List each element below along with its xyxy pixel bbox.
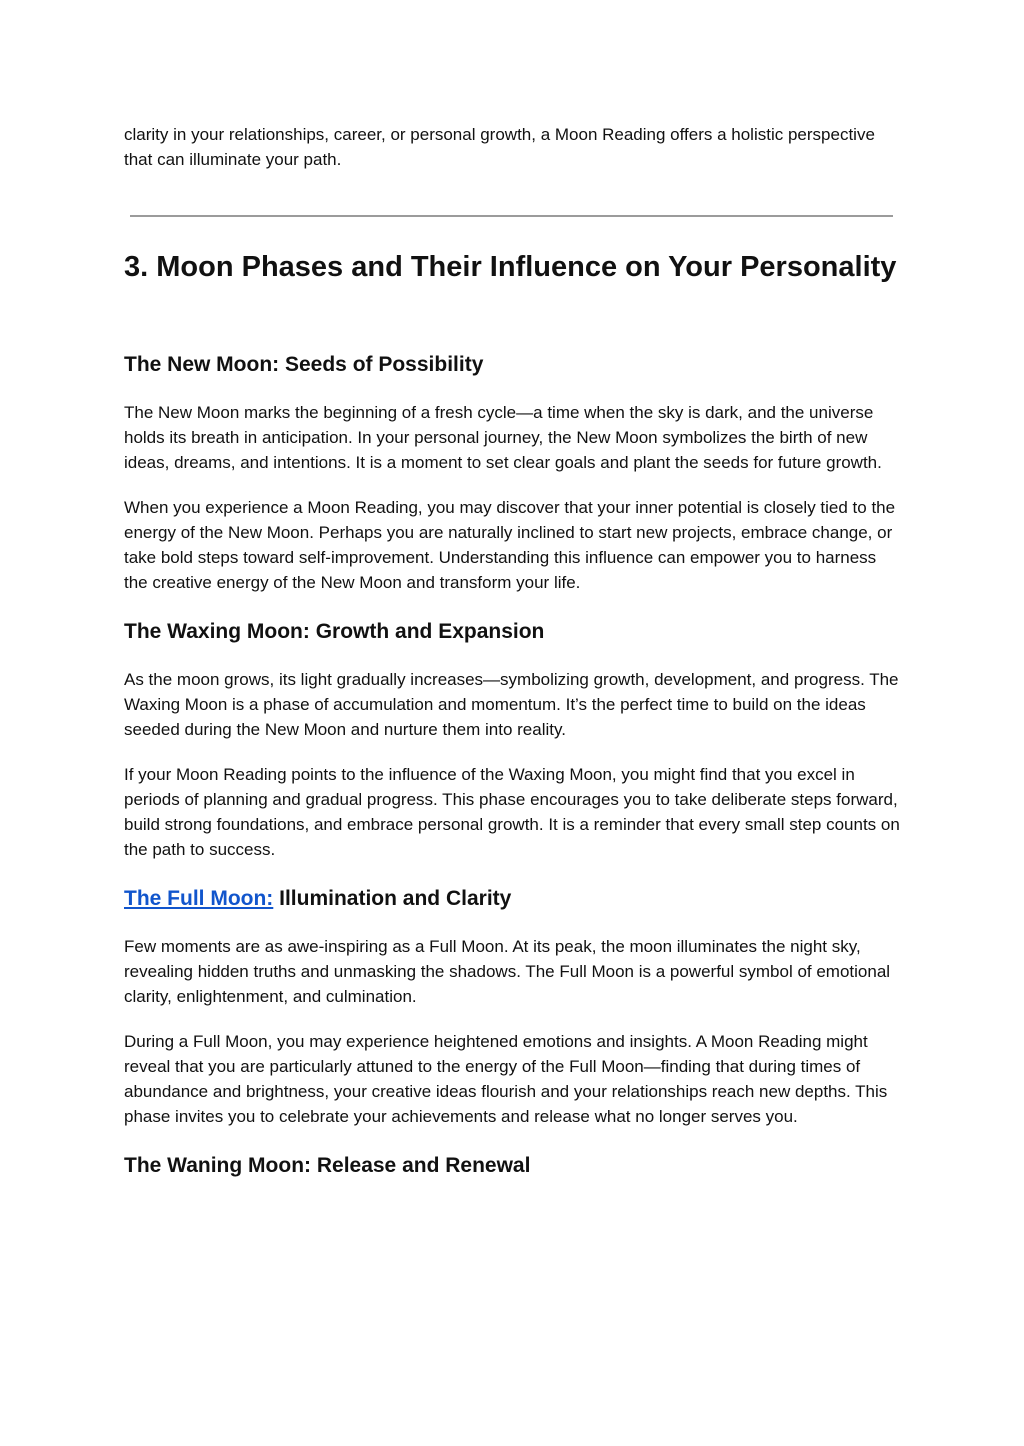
heading-waning-moon: The Waning Moon: Release and Renewal (124, 1154, 531, 1177)
heading-new-moon: The New Moon: Seeds of Possibility (124, 353, 484, 376)
section-title: 3. Moon Phases and Their Influence on Your Personality (124, 251, 897, 283)
paragraph-full-moon-2: During a Full Moon, you may experience heightened emotions and insights. A Moon Reading might reveal that you are particularly attuned to the energy of the Full Moon—finding that during times of abundance and brightness, your creative ideas flourish and your relationships reach new depths. This phase invites you to celebrate your achievements and release what no longer serves you. (124, 1032, 888, 1126)
heading-full-moon (124, 885, 900, 913)
full-moon-link[interactable]: The Full Moon: (124, 887, 274, 910)
paragraph-new-moon-2: When you experience a Moon Reading, you may discover that your inner potential is closely tied to the energy of the New Moon. Perhaps you are naturally inclined to start new projects, embrace change, or take bold steps toward self-improvement. Understanding this influence can empower you to harness the creative energy of the New Moon and transform your life. (124, 498, 896, 592)
intro-paragraph: clarity in your relationships, career, or personal growth, a Moon Reading offers a holistic perspective that can illuminate your path. (124, 125, 875, 169)
heading-waxing-moon: The Waxing Moon: Growth and Expansion (124, 620, 545, 643)
section-content (124, 351, 900, 1201)
paragraph-waxing-moon-2: If your Moon Reading points to the influence of the Waxing Moon, you might find that you excel in periods of planning and gradual progress. This phase encourages you to take deliberate steps forward, build strong foundations, and embrace personal growth. It is a reminder that every small step counts on the path to success. (124, 765, 900, 859)
paragraph-new-moon-1: The New Moon marks the beginning of a fresh cycle—a time when the sky is dark, and the universe holds its breath in anticipation. In your personal journey, the New Moon symbolizes the birth of new ideas, dreams, and intentions. It is a moment to set clear goals and plant the seeds for future growth. (124, 403, 882, 472)
paragraph-waxing-moon-1: As the moon grows, its light gradually increases—symbolizing growth, development, and progress. The Waxing Moon is a phase of accumulation and momentum. It’s the perfect time to build on the ideas seeded during the New Moon and nurture them into reality. (124, 670, 899, 739)
horizontal-divider (130, 215, 893, 217)
paragraph-full-moon-1: Few moments are as awe‑inspiring as a Full Moon. At its peak, the moon illuminates the night sky, revealing hidden truths and unmasking the shadows. The Full Moon is a powerful symbol of emotional clarity, enlightenment, and culmination. (124, 937, 891, 1006)
heading-full-moon-rest: Illumination and Clarity (273, 887, 512, 910)
